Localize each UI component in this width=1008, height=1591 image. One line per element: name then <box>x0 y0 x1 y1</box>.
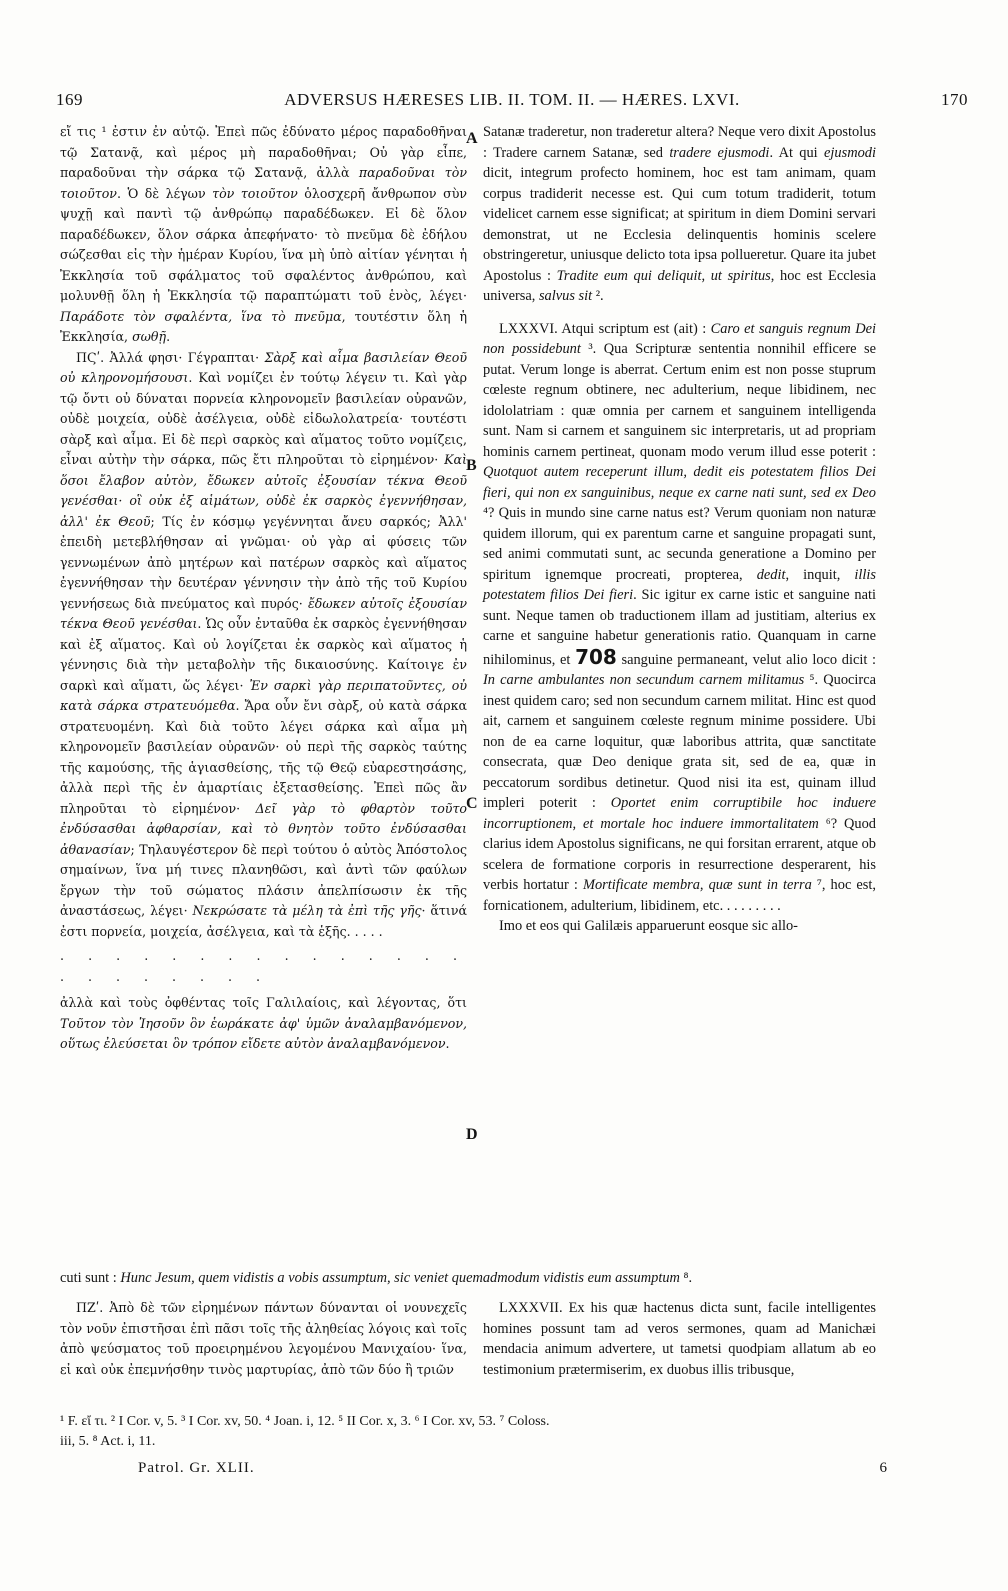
latin-paragraph-1: Satanæ traderetur, non traderetur altera? Neque vero dixit Apostolus : Tradere carnem Satanæ, sed tradere ejusmodi. At qui ejusmodi dicit, integrum profecto hominem, hoc est tam animam, quam corpus tradiderit necesse est. Qui cum totum tradiderit, totum videlicet carnem esse significat; at spiritum in diem Domini servari demonstrat, ut ne Ecclesia delinquentis hominis scelere obstringeretur, uniusque delicto tota ipsa pollueretur. Quare ita jubet Apostolus : Tradite eum qui deliquit, ut spiritus, hoc est Ecclesia universa, salvus sit ². <box>483 124 876 304</box>
latin-column-lower <box>483 1298 876 1380</box>
latin-paragraph-3: Imo et eos qui Galilæis apparuerunt eosque sic allo- <box>499 918 798 934</box>
footnote-line-2: iii, 5. ⁸ Act. i, 11. <box>60 1434 156 1449</box>
full-width-line: cuti sunt : Hunc Jesum, quem vidistis a vobis assumptum, sic veniet quemadmodum vidistis eum assumptum ⁸. <box>60 1270 693 1286</box>
footnote-line-1: ¹ F. εἴ τι. ² I Cor. v, 5. ³ I Cor. xv, 50. ⁴ Joan. i, 12. ⁵ II Cor. x, 3. ⁶ I Cor. xv, 53. ⁷ Coloss. <box>60 1414 550 1429</box>
series-signature: Patrol. Gr. XLII. <box>138 1460 255 1476</box>
greek-paragraph-87: ΠΖʹ. Ἀπὸ δὲ τῶν εἰρημένων πάντων δύνανται οἱ νουνεχεῖς τὸν νοῦν ἐπιστῆσαι ἐπὶ πᾶσι τοῖς τῆς ἀληθείας λόγοις καὶ τοῖς ἀπὸ ψεύσματος τοῦ προειρημένου λεγομένου Μανιχαίου· ἵνα, εἰ καὶ οὐκ ἐπεμνήσθην τινὸς μαρτυρίας, ἀπὸ τῶν δύο ἢ τριῶν <box>60 1300 467 1377</box>
margin-marker-d: D <box>466 1126 478 1143</box>
latin-column <box>483 122 876 937</box>
ellipsis-row: . . . . . . . . . . . . . . . . . . . . . . . <box>60 948 467 984</box>
margin-marker-b: B <box>466 457 477 474</box>
greek-paragraph-1: εἴ τις ¹ ἐστιν ἐν αὐτῷ. Ἐπεὶ πῶς ἐδύνατο μέρος παραδοθῆναι τῷ Σατανᾷ, καὶ μέρος μὴ παραδοθῆναι; Οὐ γὰρ εἶπε, παραδοῦναι τὴν σάρκα τῷ Σατανᾷ, ἀλλὰ παραδοῦναι τὸν τοιοῦτον. Ὁ δὲ λέγων τὸν τοιοῦτον ὁλοσχερῆ ἄνθρωπον σὺν ψυχῇ καὶ παντὶ τῷ ἀνθρώπῳ παραδέδωκεν. Εἰ δὲ ὅλον παραδέδωκεν, ὅλον σάρκα ἀπεφήνατο· τὸ πνεῦμα δὲ ἐδήλου σώζεσθαι εἰς τὴν ἡμέραν Κυρίου, ἵνα μὴ ὑπὸ αἰτίαν γένηται ἡ Ἐκκλησία τοῦ σφάλματος τοῦ σφαλέντος ἀνθρώπου, καὶ μολυνθῇ ὅλη ἡ Ἐκκλησία τῷ παραπτώματι τοῦ ἑνὸς, λέγει· Παράδοτε τὸν σφαλέντα, ἵνα τὸ πνεῦμα, τουτέστιν ὅλη ἡ Ἐκκλησία, σωθῇ. <box>60 124 468 344</box>
latin-paragraph-87: LXXXVII. Ex his quæ hactenus dicta sunt, facile intelligentes homines possunt tam ad veros sermones, quam ad Manichæi mendacia animum advertere, ut tametsi quodpiam allatum ab eo testimonium prætermiserim, ex duobus illis tribusque, <box>483 1300 876 1378</box>
latin-paragraph-86: LXXXVI. Atqui scriptum est (ait) : Caro et sanguis regnum Dei non possidebunt ³. Qua Scripturæ sententia nonnihil efficere se putat. Verum longe is aberrat. Certum enim est non posse stuprum cœleste regnum obtinere, nec adulterium, neque libidinem, nec idololatriam : quæ omnia per carnem et sanguinem intelligenda sunt. Nam si carnem et sanguinem sic interpretaris, ut ad propriam hominis carnem pertineat, quonam modo verum illud esse poterit : Quotquot autem receperunt illum, dedit eis potestatem filios Dei fieri, qui non ex sanguinibus, neque ex carne nati sunt, sed ex Deo ⁴? Quis in mundo sine carne natus est? Verum quoniam non naturæ quidem illorum, qui ex parentum carne et sanguine propagati sunt, sed animi commutati sunt, ac secunda generatione a Domino per spiritum ignemque procreati, propterea, dedit, inquit, illis potestatem filios Dei fieri. Sic igitur ex carne istic et sanguine nati sunt. Neque tamen ob traductionem illam ad justitiam, alterius ex carne et sanguine habetur generationis ratio. Quanquam in carne nihilominus, et 708 sanguine permaneant, velut alio loco dicit : In carne ambulantes non secundum carnem militamus ⁵. Quocirca inest quidem caro; sed non secundum carnem militat. Hinc est quod ait, carnem et sanguinem cœleste regnum minime possidere. Ubi non de ea carne loquitur, quæ laboribus attrita, quæ sanctitate consecrata, quæ Deo denique grata sit, sed de ea, quæ in peccatorum sordibus detinetur. Quod nisi ita est, quinam illud impleri poterit : Oportet enim corruptibile hoc induere incorruptionem, et mortale hoc induere immortalitatem ⁶? Quod clarius idem Apostolus significans, ne qui forsitan errarent, atque ob scelera de formatione corporis in resurrectione desperarent, his verbis hortatur : Mortificate membra, quæ sunt in terra ⁷, hoc est, fornicationem, adulterium, libidinem, etc. . . . . . . . . <box>483 320 877 914</box>
gathering-number: 6 <box>879 1460 888 1476</box>
page-number-left: 169 <box>56 90 83 109</box>
greek-column <box>60 122 467 1055</box>
page-footer <box>138 1460 888 1480</box>
footnotes <box>60 1412 876 1452</box>
margin-marker-c: C <box>466 795 478 812</box>
page-number-right: 170 <box>941 90 968 109</box>
greek-column-lower <box>60 1298 467 1380</box>
running-title: ADVERSUS HÆRESES LIB. II. TOM. II. — HÆRES. LXVI. <box>284 90 740 109</box>
greek-paragraph-86: ΠϚʹ. Ἀλλά φησι· Γέγραπται· Σὰρξ καὶ αἷμα βασιλείαν Θεοῦ οὐ κληρονομήσουσι. Καὶ νομίζει ἐν τούτῳ λέγειν τι. Καὶ γὰρ τῷ ὄντι οὐ δύναται πορνεία κληρονομεῖν βασιλείαν οὐρανῶν, οὐδὲ μοιχεία, οὐδὲ ἀσέλγεια, οὐδὲ εἰδωλολατρεία· τουτέστι σὰρξ καὶ αἷμα. Εἰ δὲ περὶ σαρκὸς καὶ αἵματος τοῦτο νομίζεις, εἶναι αὐτὴν τὴν σάρκα, πῶς ἔτι πληροῦται τὸ εἰρημένον· Καὶ ὅσοι ἔλαβον αὐτὸν, ἔδωκεν αὐτοῖς ἐξουσίαν τέκνα Θεοῦ γενέσθαι· οἳ οὐκ ἐξ αἱμάτων, οὐδὲ ἐκ σαρκὸς ἐγεννήθησαν, ἀλλ' ἐκ Θεοῦ; Τίς ἐν κόσμῳ γεγέννηται ἄνευ σαρκός; Ἀλλ' ἐπειδὴ μετεβλήθησαν αἱ γνῶμαι· οὐ γὰρ αἱ φύσεις τῶν γεννωμένων ἀπὸ μητέρων καὶ πατέρων σαρκὸς καὶ αἵματος ἐγεννήθησαν τὴν δευτέραν γέννησιν τὴν ἀπὸ τῆς τοῦ Κυρίου γεννήσεως διὰ πνεύματος καὶ πυρός· ἔδωκεν αὐτοῖς ἐξουσίαν τέκνα Θεοῦ γενέσθαι. Ὡς οὖν ἐνταῦθα ἐκ σαρκὸς ἐγεννήθησαν καὶ ἐξ αἵματος. Καὶ οὐ λογίζεται ἐκ σαρκὸς καὶ αἵματος ἡ γέννησις διὰ τὴν μεταβολὴν τῆς δικαιοσύνης. Καίτοιγε ἐν σαρκὶ καὶ αἵματι, ὥς λέγει· Ἐν σαρκὶ γὰρ περιπατοῦντες, οὐ κατὰ σάρκα στρατευόμεθα. Ἄρα οὖν ἔνι σὰρξ, οὐ κατὰ σάρκα στρατευομένη. Καὶ διὰ τοῦτο λέγει σάρκα καὶ αἷμα μὴ κληρονομεῖν βασιλείαν οὐρανῶν· οὐ περὶ τῆς σαρκὸς ταύτης τῆς καμούσης, τῆς ἁγιασθείσης, τῆς τῷ Θεῷ εὐαρεστησάσης, ἀλλὰ περὶ τῆς ἐν ἁμαρτίαις ἐξετασθείσης. Ἐπεὶ πῶς ἂν πληροῦται τὸ εἰρημένον· Δεῖ γὰρ τὸ φθαρτὸν τοῦτο ἐνδύσασθαι ἀφθαρσίαν, καὶ τὸ θνητὸν τοῦτο ἐνδύσασθαι ἀθανασίαν; Τηλαυγέστερον δὲ περὶ τούτου ὁ αὐτὸς Ἀπόστολος σημαίνων, ἵνα μή τινες πλανηθῶσι, καὶ ἀντὶ τῶν φαύλων ἔργων τὴν τοῦ σώματος πλάσιν ἀπελπίσωσιν ἐκ τῆς ἀναστάσεως, λέγει· Νεκρώσατε τὰ μέλη τὰ ἐπὶ τῆς γῆς· ἅτινά ἐστι πορνεία, μοιχεία, ἀσέλγεια, καὶ τὰ ἑξῆς. . . . . <box>60 349 467 939</box>
greek-paragraph-3: ἀλλὰ καὶ τοὺς ὀφθέντας τοῖς Γαλιλαίοις, καὶ λέγοντας, ὅτι Τοῦτον τὸν Ἰησοῦν ὃν ἑωράκατε ἀφ' ὑμῶν ἀναλαμβανόμενον, οὕτως ἐλεύσεται ὃν τρόπον εἴδετε αὐτὸν ἀναλαμβανόμενον. <box>60 995 467 1051</box>
margin-marker-a: A <box>466 130 478 147</box>
column-number: 708 <box>575 644 617 669</box>
running-header <box>56 90 968 114</box>
